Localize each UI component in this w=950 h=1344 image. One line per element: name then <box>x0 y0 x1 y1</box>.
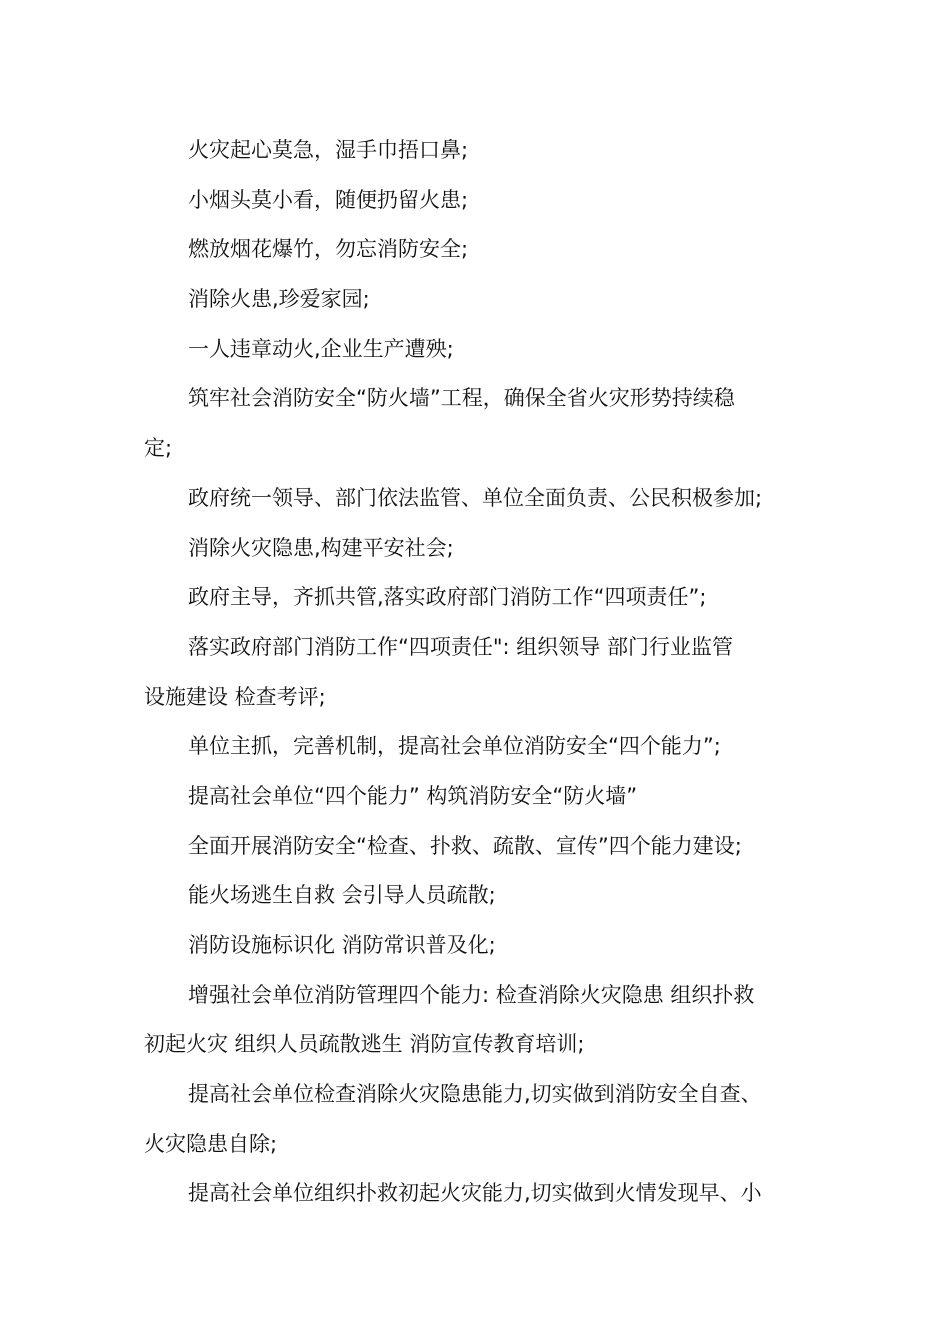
text-line: 消除火灾隐患,构建平安社会; <box>188 535 454 560</box>
text-line: 定; <box>144 436 173 461</box>
text-line: 筑牢社会消防安全“防火墙”工程，确保全省火灾形势持续稳 <box>188 386 735 411</box>
text-line: 能火场逃生自救 会引导人员疏散; <box>188 883 496 908</box>
text-line: 火灾起心莫急，湿手巾捂口鼻; <box>188 138 469 162</box>
text-line: 燃放烟花爆竹，勿忘消防安全; <box>188 237 469 262</box>
text-line: 提高社会单位“四个能力” 构筑消防安全“防火墙” <box>188 783 638 808</box>
text-line: 政府统一领导、部门依法监管、单位全面负责、公民积极参加; <box>188 485 763 510</box>
text-line: 提高社会单位检查消除火灾隐患能力,切实做到消防安全自查、 <box>188 1082 762 1107</box>
text-line: 提高社会单位组织扑救初起火灾能力,切实做到火情发现早、小 <box>188 1181 762 1206</box>
text-line: 落实政府部门消防工作“四项责任": 组织领导 部门行业监管 <box>188 634 733 659</box>
text-line: 初起火灾 组织人员疏散逃生 消防宣传教育培训; <box>144 1032 585 1057</box>
text-line: 一人违章动火,企业生产遭殃; <box>188 336 454 361</box>
text-line: 小烟头莫小看，随便扔留火患; <box>188 187 469 212</box>
text-line: 消除火患,珍爱家园; <box>188 287 370 312</box>
text-line: 消防设施标识化 消防常识普及化; <box>188 933 496 957</box>
text-line: 单位主抓，完善机制，提高社会单位消防安全“四个能力”; <box>188 734 721 759</box>
text-line: 全面开展消防安全“检查、扑救、疏散、宣传”四个能力建设; <box>188 833 742 858</box>
text-line: 政府主导，齐抓共管,落实政府部门消防工作“四项责任”; <box>188 585 707 610</box>
document-body <box>144 126 806 1219</box>
text-line: 设施建设 检查考评; <box>144 684 326 709</box>
text-line: 增强社会单位消防管理四个能力: 检查消除火灾隐患 组织扑救 <box>188 982 755 1007</box>
text-line: 火灾隐患自除; <box>144 1131 278 1156</box>
